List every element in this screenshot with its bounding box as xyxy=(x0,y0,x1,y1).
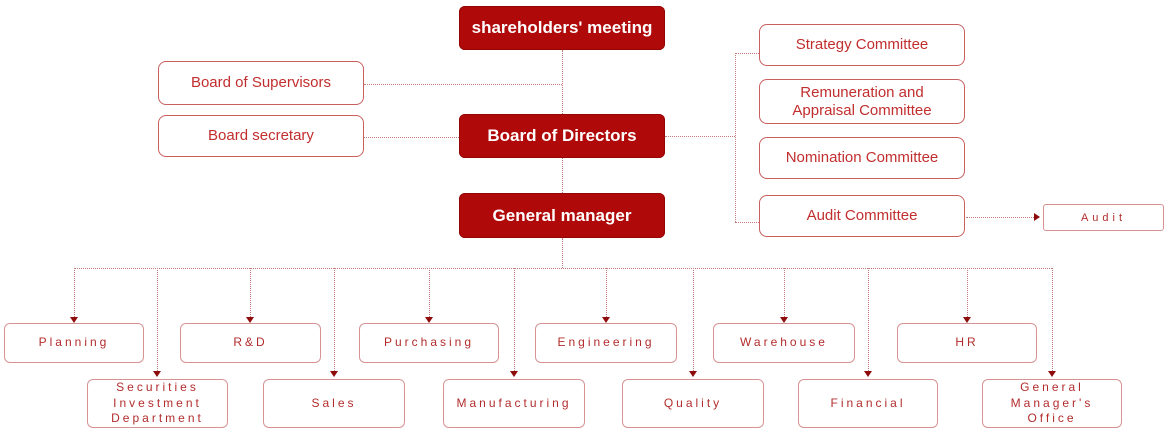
connector-drop-hr xyxy=(967,268,968,317)
arrowhead-financial xyxy=(864,371,872,377)
node-warehouse: Warehouse xyxy=(713,323,855,363)
connector-drop-purchasing xyxy=(429,268,430,317)
node-remuneration-appraisal-committee: Remuneration and Appraisal Committee xyxy=(759,79,965,124)
node-planning: Planning xyxy=(4,323,144,363)
arrowhead-sales xyxy=(330,371,338,377)
node-financial: Financial xyxy=(798,379,938,428)
arrowhead-manufacturing xyxy=(510,371,518,377)
node-strategy-committee: Strategy Committee xyxy=(759,24,965,66)
node-quality: Quality xyxy=(622,379,764,428)
connector-drop-engineering xyxy=(606,268,607,317)
connector-drop-securities xyxy=(157,268,158,371)
node-hr: HR xyxy=(897,323,1037,363)
node-general-manager: General manager xyxy=(459,193,665,238)
node-engineering: Engineering xyxy=(535,323,677,363)
connector-shareholders-to-bod xyxy=(562,50,563,114)
node-general-managers-office: General Manager's Office xyxy=(982,379,1122,428)
connector-drop-manufacturing xyxy=(514,268,515,371)
connector-supervisors-to-center xyxy=(364,84,562,85)
connector-spine-to-strategy xyxy=(735,53,759,54)
connector-secretary-to-bod xyxy=(364,137,459,138)
connector-drop-gm-office xyxy=(1052,268,1053,371)
arrowhead-securities xyxy=(153,371,161,377)
connector-drop-planning xyxy=(74,268,75,317)
node-board-of-supervisors: Board of Supervisors xyxy=(158,61,364,105)
node-securities-investment-department: Securities Investment Department xyxy=(87,379,228,428)
connector-gm-to-spine xyxy=(562,238,563,268)
node-board-secretary: Board secretary xyxy=(158,115,364,157)
node-audit-committee: Audit Committee xyxy=(759,195,965,237)
connector-drop-rd xyxy=(250,268,251,317)
arrowhead-audit xyxy=(1034,213,1040,221)
connector-department-spine xyxy=(74,268,1052,269)
node-shareholders-meeting: shareholders' meeting xyxy=(459,6,665,50)
connector-bod-to-committee-spine xyxy=(665,136,735,137)
connector-audit-committee-to-audit xyxy=(966,217,1034,218)
node-audit: Audit xyxy=(1043,204,1164,231)
node-board-of-directors: Board of Directors xyxy=(459,114,665,158)
connector-spine-to-audit-committee xyxy=(735,222,759,223)
connector-drop-financial xyxy=(868,268,869,371)
arrowhead-quality xyxy=(689,371,697,377)
node-nomination-committee: Nomination Committee xyxy=(759,137,965,179)
connector-drop-quality xyxy=(693,268,694,371)
node-sales: Sales xyxy=(263,379,405,428)
arrowhead-gm-office xyxy=(1048,371,1056,377)
node-manufacturing: Manufacturing xyxy=(443,379,585,428)
connector-drop-warehouse xyxy=(784,268,785,317)
connector-committee-spine xyxy=(735,53,736,222)
connector-bod-to-gm xyxy=(562,158,563,193)
connector-drop-sales xyxy=(334,268,335,371)
node-purchasing: Purchasing xyxy=(359,323,499,363)
node-rd: R&D xyxy=(180,323,321,363)
